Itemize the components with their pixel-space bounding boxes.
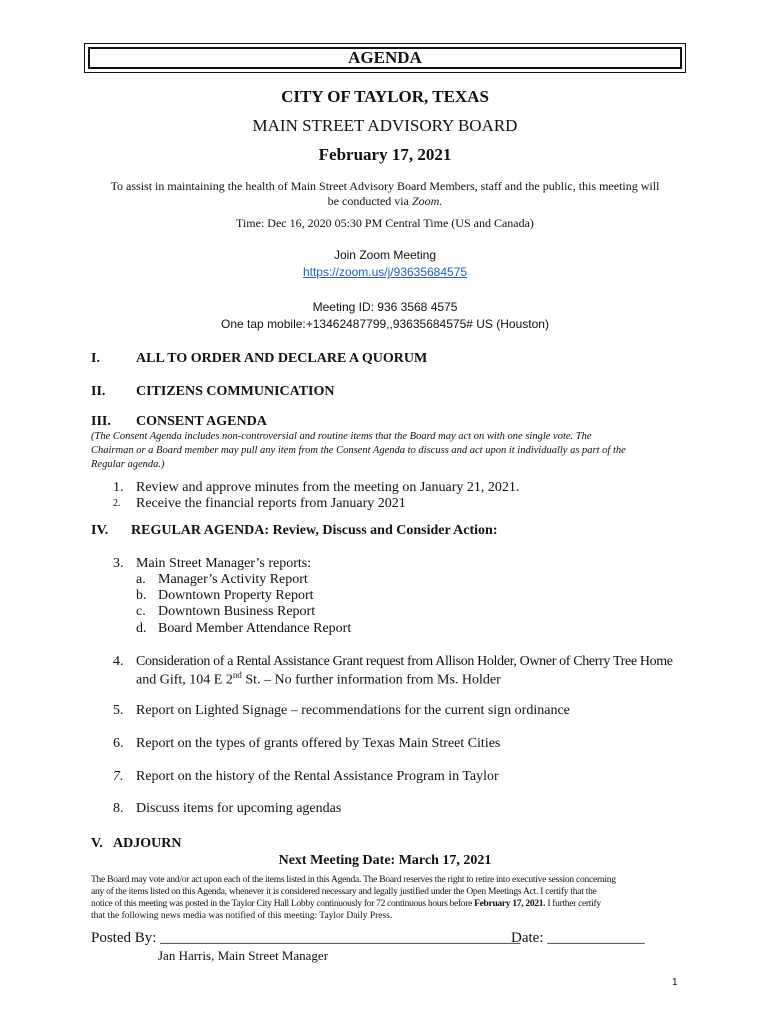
section-2-number: II. <box>91 384 106 399</box>
item-7: Report on the history of the Rental Assistance Program in Taylor <box>136 769 499 784</box>
consent-item-1-number: 1. <box>113 480 124 495</box>
section-3-title: CONSENT AGENDA <box>136 414 267 429</box>
item-5-number: 5. <box>113 703 124 718</box>
item-6-number: 6. <box>113 736 124 751</box>
section-4-number: IV. <box>91 523 109 538</box>
item-4-line-1: Consideration of a Rental Assistance Grant request from Allison Holder, Owner of Cherry Tree Home <box>136 654 673 669</box>
city-title: CITY OF TAYLOR, TEXAS <box>281 87 489 106</box>
section-2-title: CITIZENS COMMUNICATION <box>136 384 335 399</box>
intro-line-1: To assist in maintaining the health of Main Street Advisory Board Members, staff and the public, this meeting will <box>110 179 660 193</box>
meeting-time: Time: Dec 16, 2020 05:30 PM Central Time (US and Canada) <box>236 216 534 230</box>
meeting-date: February 17, 2021 <box>318 145 452 164</box>
posted-by-name: Jan Harris, Main Street Manager <box>158 948 329 963</box>
item-3-sub-d: Board Member Attendance Report <box>158 621 352 636</box>
zoom-one-tap: One tap mobile:+13462487799,,93635684575# US (Houston) <box>221 317 549 331</box>
item-3-sub-a: Manager’s Activity Report <box>158 572 308 587</box>
section-1-title: ALL TO ORDER AND DECLARE A QUORUM <box>136 351 428 366</box>
page-number: 1 <box>672 977 678 988</box>
item-4-line-2: and Gift, 104 E 2nd St. – No further information from Ms. Holder <box>136 670 501 688</box>
fine-print-line-3: notice of this meeting was posted in the Taylor City Hall Lobby continuously for 72 continuous hours before February 17, 2021. I further certify <box>91 899 601 909</box>
item-3-number: 3. <box>113 556 124 571</box>
item-7-number: 7. <box>113 769 124 784</box>
section-4-title: REGULAR AGENDA: Review, Discuss and Consider Action: <box>131 523 498 538</box>
item-6: Report on the types of grants offered by Texas Main Street Cities <box>136 736 501 751</box>
item-4-number: 4. <box>113 654 124 669</box>
consent-item-2: Receive the financial reports from January 2021 <box>136 496 406 511</box>
consent-note-line-3: Regular agenda.) <box>91 459 165 470</box>
zoom-link[interactable]: https://zoom.us/j/93635684575 <box>302 265 468 279</box>
fine-print-line-4: that the following news media was notified of this meeting: Taylor Daily Press. <box>91 911 393 921</box>
consent-note-line-2: Chairman or a Board member may pull any item from the Consent Agenda to discuss and act upon it individually as part of the <box>91 445 626 456</box>
item-8: Discuss items for upcoming agendas <box>136 801 342 816</box>
section-5-number: V. <box>91 836 103 851</box>
item-3-sub-c-letter: c. <box>136 604 146 619</box>
agenda-title-box <box>84 43 686 73</box>
agenda-title: AGENDA <box>88 47 682 69</box>
section-1-number: I. <box>91 351 100 366</box>
consent-note-line-1: (The Consent Agenda includes non-controversial and routine items that the Board may act on with one single vote. The <box>91 431 592 442</box>
zoom-join-label: Join Zoom Meeting <box>333 248 437 262</box>
item-8-number: 8. <box>113 801 124 816</box>
next-meeting-date: Next Meeting Date: March 17, 2021 <box>278 853 492 868</box>
item-3: Main Street Manager’s reports: <box>136 556 312 571</box>
zoom-meeting-id: Meeting ID: 936 3568 4575 <box>312 300 458 314</box>
zoom-link-wrap <box>0 265 770 279</box>
section-3-number: III. <box>91 414 111 429</box>
section-5-title: ADJOURN <box>113 836 182 851</box>
board-title: MAIN STREET ADVISORY BOARD <box>252 116 518 135</box>
fine-print-line-2: any of the items listed on this Agenda, whenever it is considered necessary and legally justified under the Open Meetings Act. I certify that the <box>91 887 597 897</box>
intro-line-2: be conducted via Zoom. <box>327 194 443 208</box>
posted-by: Posted By: ________________________________________________ <box>91 930 521 946</box>
consent-item-2-number: 2. <box>113 498 121 509</box>
fine-print-line-1: The Board may vote and/or act upon each of the items listed in this Agenda. The Board reserves the right to retire into executive session concerning <box>91 875 616 885</box>
consent-item-1: Review and approve minutes from the meeting on January 21, 2021. <box>136 480 520 495</box>
item-3-sub-b: Downtown Property Report <box>158 588 314 603</box>
posted-date: Date: _____________ <box>511 930 645 946</box>
item-3-sub-d-letter: d. <box>136 621 147 636</box>
item-3-sub-a-letter: a. <box>136 572 146 587</box>
item-5: Report on Lighted Signage – recommendations for the current sign ordinance <box>136 703 570 718</box>
item-3-sub-b-letter: b. <box>136 588 147 603</box>
item-3-sub-c: Downtown Business Report <box>158 604 316 619</box>
